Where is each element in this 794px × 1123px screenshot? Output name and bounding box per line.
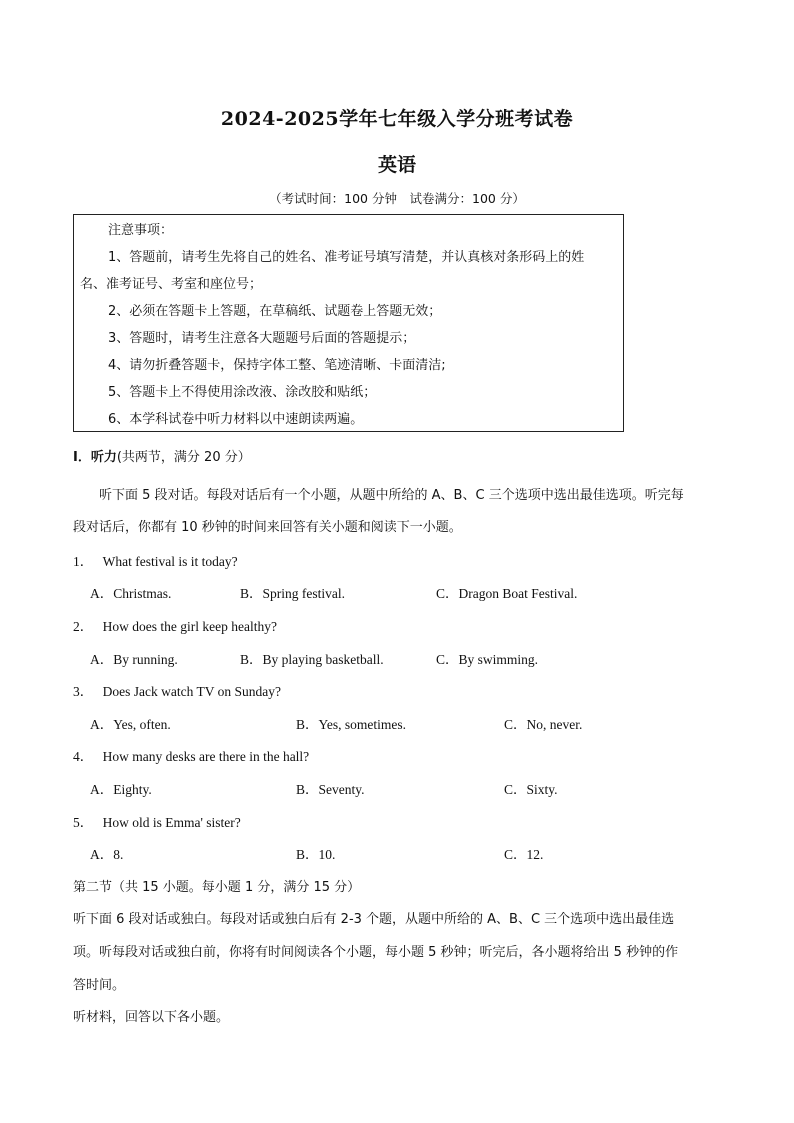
question-text: How does the girl keep healthy? <box>102 619 277 634</box>
notice-item-3: 3、答题时，请考生注意各大题题号后面的答题提示； <box>108 331 416 346</box>
q1-option-b: B．Spring festival. <box>240 586 345 601</box>
part1-label: I．听力 <box>73 450 117 465</box>
part1-heading <box>73 446 251 465</box>
section2-line3: 答时间。 <box>73 978 126 993</box>
q5-option-b: B．10. <box>296 847 336 862</box>
question-text: How many desks are there in the hall? <box>102 749 310 764</box>
q3-option-b: B．Yes, sometimes. <box>296 717 407 732</box>
part1-instructions-line1: 听下面 5 段对话。每段对话后有一个小题，从题中所给的 A、B、C 三个选项中选出最佳选项。听完每 <box>99 488 684 503</box>
notice-item-1: 1、答题前，请考生先将自己的姓名、准考证号填写清楚，并认真核对条形码上的姓 <box>108 250 585 265</box>
q2-option-c: C．By swimming. <box>436 652 539 667</box>
q1-option-a: A．Christmas. <box>90 586 172 601</box>
q2-option-b: B．By playing basketball. <box>240 652 384 667</box>
question-number: 5． <box>73 815 94 830</box>
exam-title: 2024-2025学年七年级入学分班考试卷 <box>220 108 574 130</box>
question-number: 1． <box>73 554 94 569</box>
q5-option-c: C．12. <box>504 847 544 862</box>
notice-item-4: 4、请勿折叠答题卡，保持字体工整、笔迹清晰、卡面清洁; <box>108 358 446 373</box>
notice-item-1-cont: 名、准考证号、考室和座位号； <box>80 277 263 292</box>
part1-instructions-line2: 段对话后，你都有 10 秒钟的时间来回答有关小题和阅读下一小题。 <box>73 520 462 535</box>
question-3 <box>73 680 281 700</box>
q2-option-a: A．By running. <box>90 652 178 667</box>
subject-title: 英语 <box>377 154 416 176</box>
section2-line4: 听材料，回答以下各小题。 <box>73 1010 230 1025</box>
notice-item-2: 2、必须在答题卡上答题，在草稿纸、试题卷上答题无效； <box>108 304 442 319</box>
part1-note: (共两节，满分 20 分） <box>116 450 251 465</box>
question-number: 2． <box>73 619 94 634</box>
notice-item-6: 6、本学科试卷中听力材料以中速朗读两遍。 <box>108 412 364 427</box>
q1-option-c: C．Dragon Boat Festival. <box>436 586 578 601</box>
q5-option-a: A．8. <box>90 847 124 862</box>
q4-option-c: C．Sixty. <box>504 782 558 797</box>
section2-heading: 第二节（共 15 小题。每小题 1 分，满分 15 分） <box>73 880 361 895</box>
q3-option-c: C．No, never. <box>504 717 583 732</box>
notice-heading: 注意事项： <box>108 223 174 238</box>
section2-line1: 听下面 6 段对话或独白。每段对话或独白后有 2-3 个题，从题中所给的 A、B、C 三个选项中选出最佳选 <box>73 912 675 927</box>
question-text: What festival is it today? <box>102 554 238 569</box>
question-text: How old is Emma' sister? <box>102 815 241 830</box>
exam-meta: （考试时间：100 分钟 试卷满分：100 分） <box>269 191 525 206</box>
q3-option-a: A．Yes, often. <box>90 717 171 732</box>
section2-line2: 项。听每段对话或独白前，你将有时间阅读各个小题，每小题 5 秒钟；听完后，各小题将给出 5 秒钟的作 <box>73 945 679 960</box>
question-number: 4． <box>73 749 94 764</box>
question-1 <box>73 550 238 570</box>
question-4 <box>73 745 309 765</box>
q4-option-b: B．Seventy. <box>296 782 365 797</box>
question-5 <box>73 811 241 831</box>
question-text: Does Jack watch TV on Sunday? <box>102 684 281 699</box>
question-number: 3． <box>73 684 94 699</box>
notice-box <box>73 214 624 432</box>
q4-option-a: A．Eighty. <box>90 782 152 797</box>
notice-item-5: 5、答题卡上不得使用涂改液、涂改胶和贴纸； <box>108 385 377 400</box>
question-2 <box>73 615 277 635</box>
